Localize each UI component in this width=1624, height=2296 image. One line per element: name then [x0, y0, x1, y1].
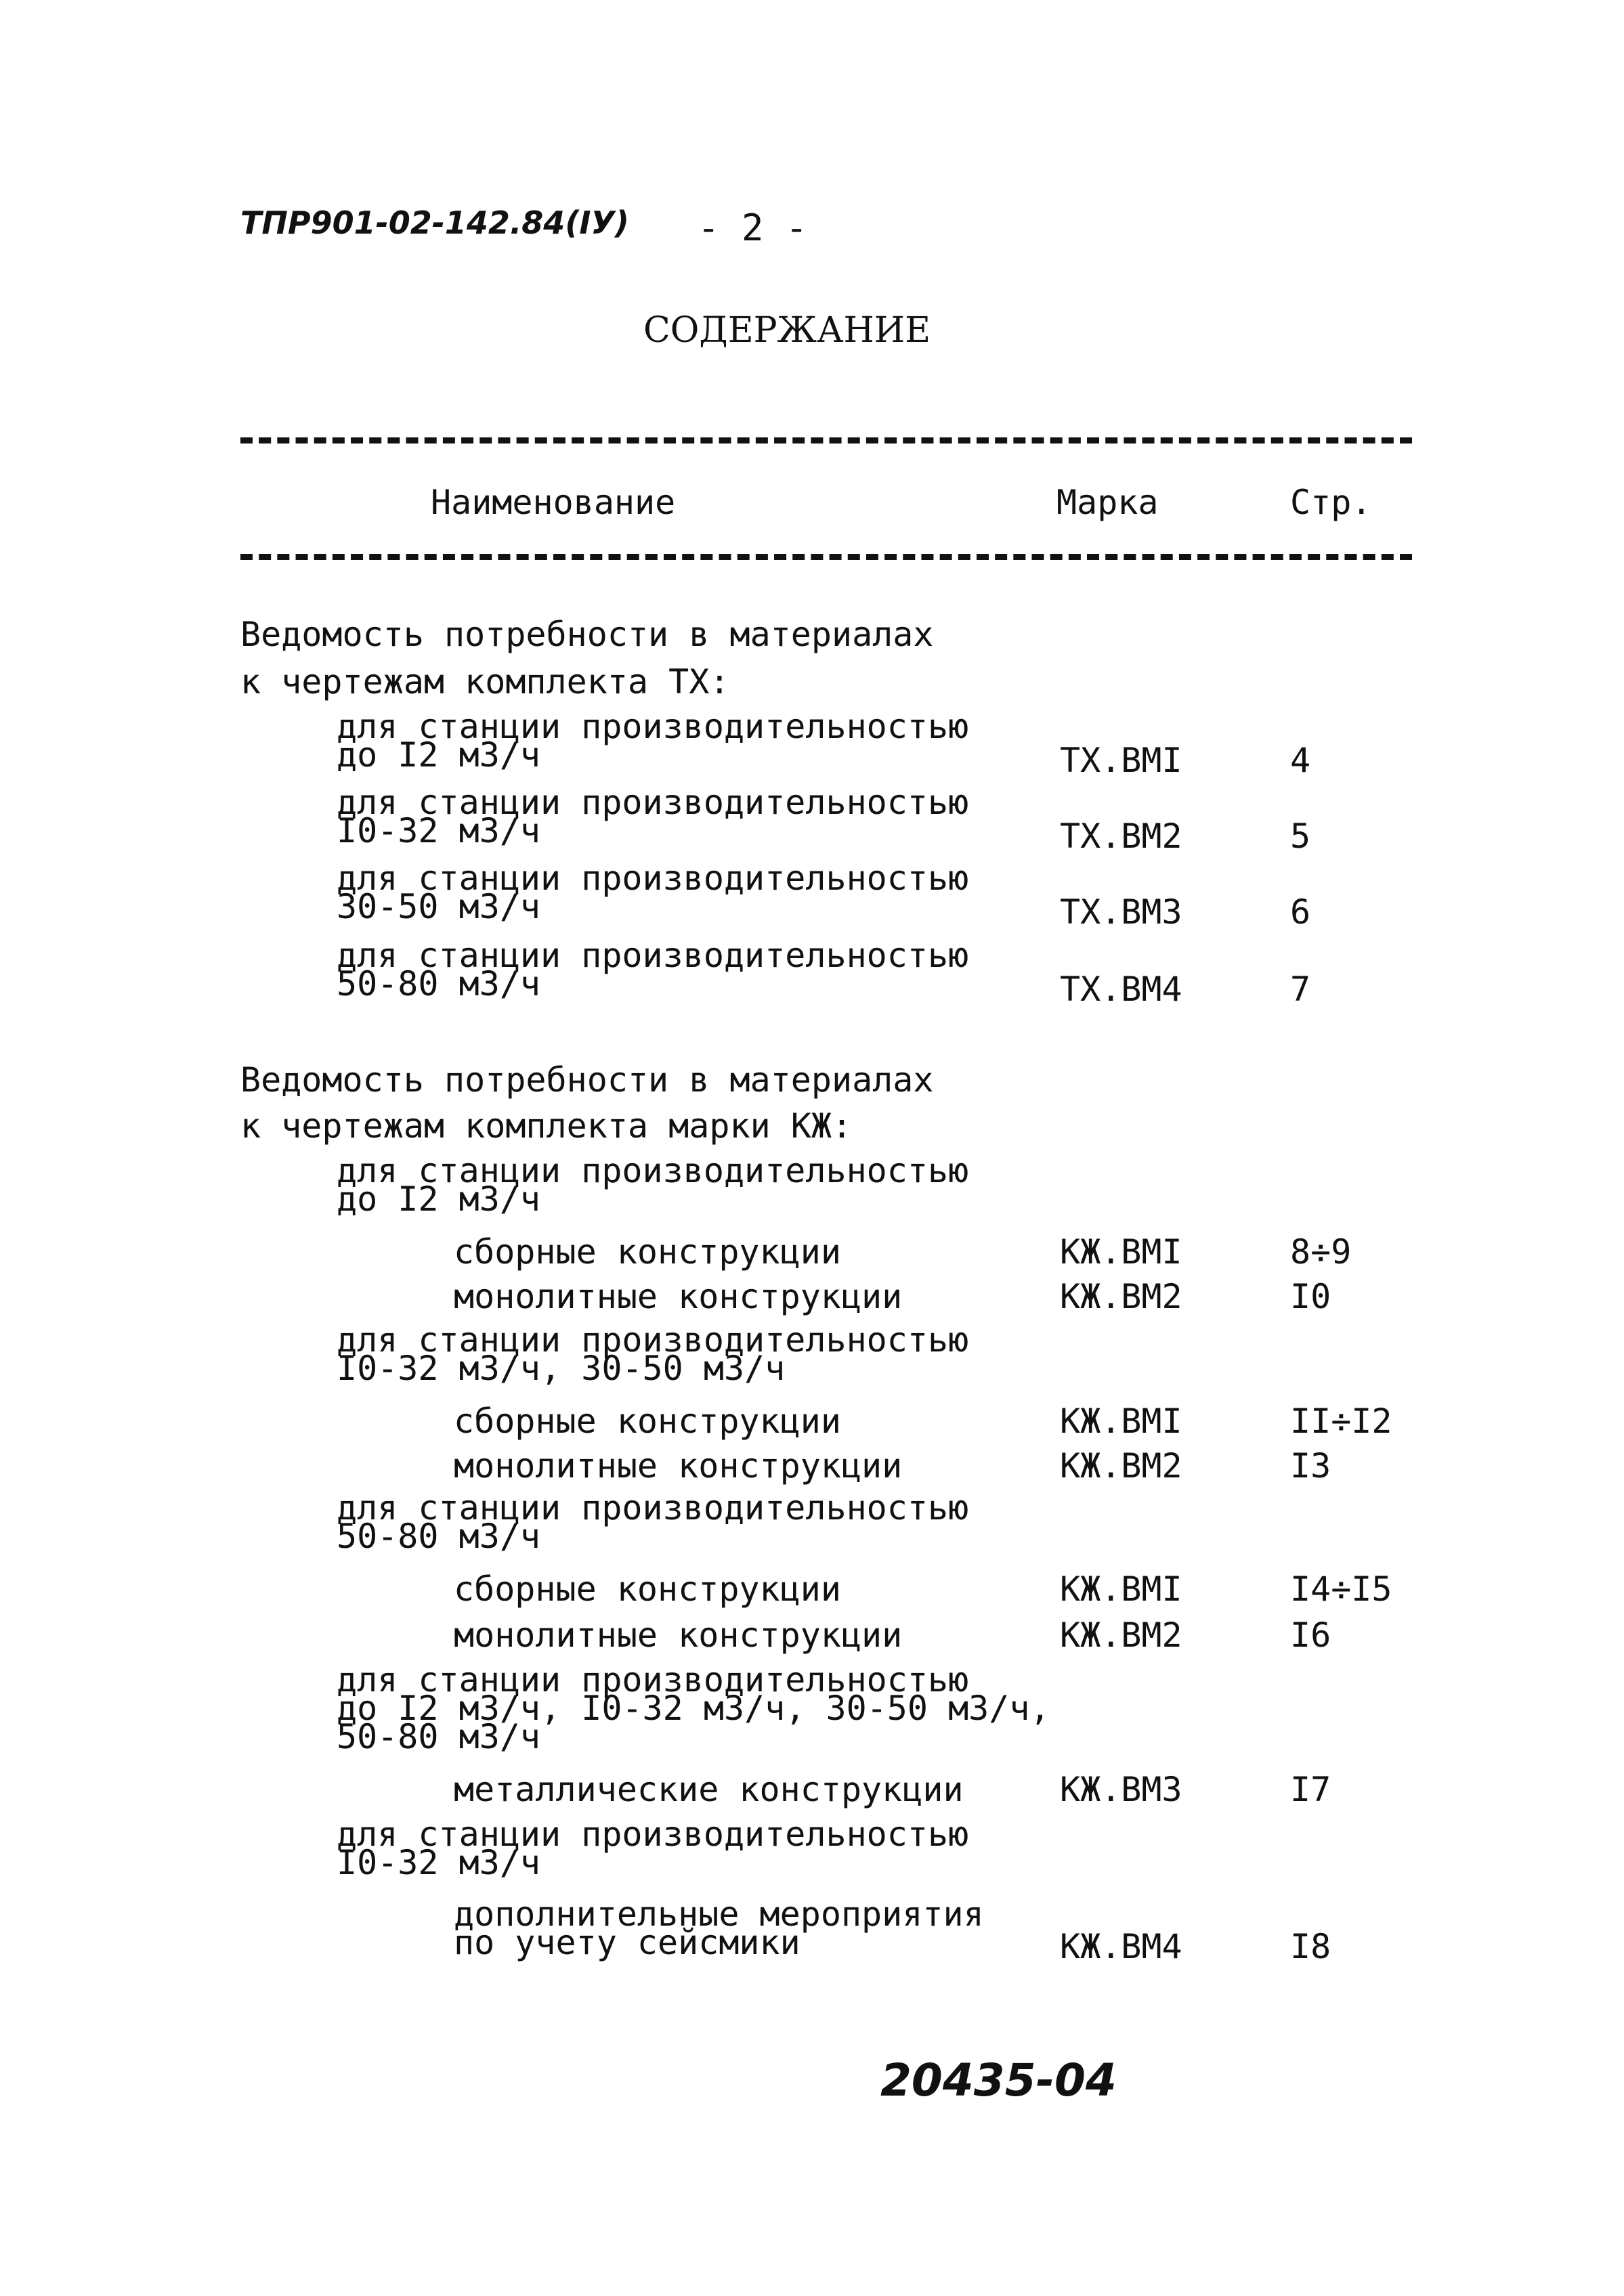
list-item-tx-4-mark: ТХ.ВМ4 — [1060, 970, 1182, 1009]
kzh-group2-item2-name: монолитные конструкции — [454, 1446, 903, 1486]
section-kzh-heading-line2: к чертежам комплекта марки КЖ: — [240, 1106, 853, 1146]
list-item-tx-2-line2: I0-32 м3/ч — [337, 811, 541, 850]
list-item-tx-4-line1: для станции производительностью — [337, 936, 969, 975]
page-number: - 2 - — [698, 207, 808, 249]
kzh-group4-line2: до I2 м3/ч, I0-32 м3/ч, 30-50 м3/ч, — [337, 1689, 1050, 1728]
kzh-group2-item1-name: сборные конструкции — [454, 1402, 841, 1441]
header-bottom-divider — [240, 554, 1412, 560]
list-item-tx-3-line1: для станции производительностью — [337, 859, 969, 898]
kzh-group4-item1-page: I7 — [1290, 1770, 1331, 1809]
kzh-group5-item1-name-line1: дополнительные мероприятия — [454, 1894, 984, 1934]
kzh-group2-line2: I0-32 м3/ч, 30-50 м3/ч — [337, 1349, 786, 1388]
kzh-group5-item1-name-line2: по учету сейсмики — [454, 1923, 800, 1962]
kzh-group4-item1-name: металлические конструкции — [454, 1770, 964, 1809]
kzh-group4-item1-mark: КЖ.ВМ3 — [1060, 1770, 1182, 1809]
section-tx-heading-line2: к чертежам комплекта ТХ: — [240, 662, 730, 701]
kzh-group2-item2-mark: КЖ.ВМ2 — [1060, 1446, 1182, 1486]
kzh-group4-line1: для станции производительностью — [337, 1660, 969, 1699]
page-title: СОДЕРЖАНИЕ — [643, 310, 931, 351]
list-item-tx-4-line2: 50-80 м3/ч — [337, 964, 541, 1003]
kzh-group3-item2-mark: КЖ.ВМ2 — [1060, 1616, 1182, 1655]
kzh-group5-item1-mark: КЖ.ВМ4 — [1060, 1927, 1182, 1966]
document-code: ТПР901-02-142.84(IУ) — [240, 204, 629, 241]
kzh-group3-item2-page: I6 — [1290, 1616, 1331, 1655]
kzh-group3-item1-mark: КЖ.ВМI — [1060, 1569, 1182, 1609]
kzh-group5-item1-page: I8 — [1290, 1927, 1331, 1966]
header-top-divider — [240, 437, 1412, 443]
kzh-group3-item2-name: монолитные конструкции — [454, 1616, 903, 1655]
list-item-tx-1-mark: ТХ.ВМI — [1060, 741, 1182, 780]
kzh-group1-item2-mark: КЖ.ВМ2 — [1060, 1277, 1182, 1316]
list-item-tx-2-mark: ТХ.ВМ2 — [1060, 817, 1182, 856]
kzh-group3-line1: для станции производительностью — [337, 1488, 969, 1528]
column-header-page: Стр. — [1290, 483, 1372, 522]
kzh-group1-item1-name: сборные конструкции — [454, 1232, 841, 1272]
section-tx-heading-line1: Ведомость потребности в материалах — [240, 615, 934, 654]
section-kzh-heading-line1: Ведомость потребности в материалах — [240, 1060, 934, 1100]
list-item-tx-2-line1: для станции производительностью — [337, 783, 969, 822]
kzh-group3-item1-name: сборные конструкции — [454, 1569, 841, 1609]
column-header-name: Наименование — [431, 483, 676, 522]
kzh-group1-item1-mark: КЖ.ВМI — [1060, 1232, 1182, 1272]
inventory-stamp: 20435-04 — [880, 2054, 1117, 2106]
kzh-group1-line2: до I2 м3/ч — [337, 1179, 541, 1219]
kzh-group4-line3: 50-80 м3/ч — [337, 1717, 541, 1756]
kzh-group5-line1: для станции производительностью — [337, 1815, 969, 1854]
list-item-tx-1-page: 4 — [1290, 741, 1311, 780]
kzh-group2-item2-page: I3 — [1290, 1446, 1331, 1486]
list-item-tx-3-page: 6 — [1290, 892, 1311, 932]
list-item-tx-2-page: 5 — [1290, 817, 1311, 856]
kzh-group1-line1: для станции производительностью — [337, 1151, 969, 1190]
list-item-tx-1-line1: для станции производительностью — [337, 707, 969, 746]
list-item-tx-1-line2: до I2 м3/ч — [337, 735, 541, 775]
kzh-group1-item2-name: монолитные конструкции — [454, 1277, 903, 1316]
kzh-group3-item1-page: I4÷I5 — [1290, 1569, 1392, 1609]
kzh-group5-line2: I0-32 м3/ч — [337, 1843, 541, 1882]
column-header-mark: Марка — [1056, 483, 1159, 522]
kzh-group1-item2-page: I0 — [1290, 1277, 1331, 1316]
list-item-tx-3-line2: 30-50 м3/ч — [337, 887, 541, 926]
kzh-group2-item1-page: II÷I2 — [1290, 1402, 1392, 1441]
kzh-group3-line2: 50-80 м3/ч — [337, 1517, 541, 1556]
list-item-tx-3-mark: ТХ.ВМ3 — [1060, 892, 1182, 932]
list-item-tx-4-page: 7 — [1290, 970, 1311, 1009]
kzh-group2-line1: для станции производительностью — [337, 1320, 969, 1360]
kzh-group1-item1-page: 8÷9 — [1290, 1232, 1352, 1272]
kzh-group2-item1-mark: КЖ.ВМI — [1060, 1402, 1182, 1441]
